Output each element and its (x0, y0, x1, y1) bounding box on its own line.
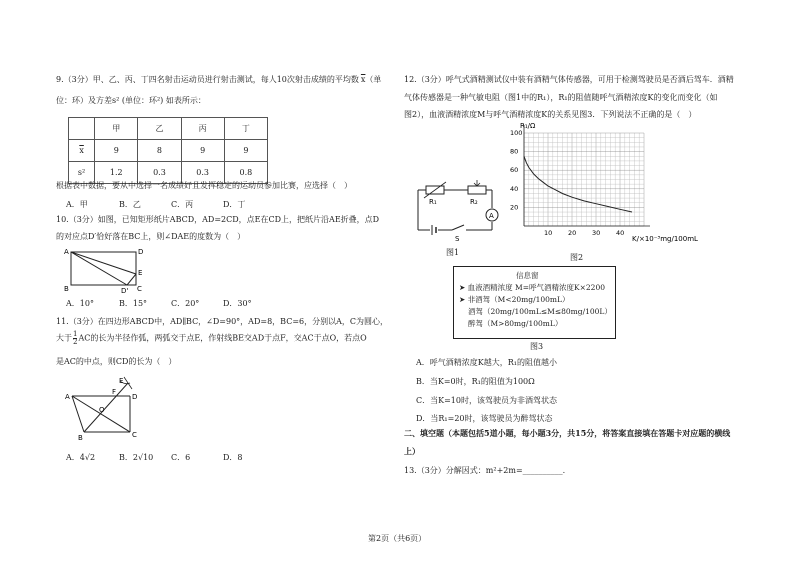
info-line3: 酒驾（20mg/100mL≤M≤80mg/100L） (468, 307, 612, 316)
q10-option-b[interactable]: B．15° (119, 299, 148, 308)
q11-label-c: C (132, 431, 137, 439)
q11-label-f: F (112, 388, 117, 396)
info-line4: 醉驾（M>80mg/100mL） (468, 319, 563, 328)
q11-fraction: $\frac{1}{2}$ (73, 330, 78, 346)
q11-label-b: B (78, 434, 83, 442)
q9-option-d[interactable]: D．丁 (223, 200, 246, 209)
q12-line2: 气体传感器是一种气敏电阻（图1中的R₁），R₁的阻值随呼气酒精浓度K的变化而变化（如 (404, 93, 718, 102)
q12-line3: 图2），血液酒精浓度M与呼气酒精浓度K的关系见图3．下列说法不正确的是（ ） (404, 110, 697, 119)
table-row: $\overline{x}$ 9 8 9 9 (69, 140, 268, 162)
chart-y-tick-label: 20 (510, 203, 519, 212)
chart-x-tick-label: 40 (616, 229, 625, 237)
q12-line1: 12.（3分）呼气式酒精测试仪中装有酒精气体传感器，可用于检测驾驶员是否酒后驾车．酒精 (404, 75, 734, 84)
q11-option-c[interactable]: C．6 (171, 453, 191, 462)
q10-label-b: B (64, 285, 69, 293)
circuit-label-switch: S (455, 235, 460, 242)
info-line2: ➤ 非酒驾（M<20mg/100mL） (459, 295, 570, 304)
q12-info-box (453, 266, 616, 339)
q9-option-b[interactable]: B．乙 (119, 200, 141, 209)
q11-label-e: E (119, 377, 124, 385)
q13-text: 13.（3分）分解因式：m²+2m=__________. (404, 466, 566, 475)
q11-line1: 11.（3分）在四边形ABCD中，AD∥BC，∠D=90°，AD=8，BC=6，分别以A，C为圆心， (56, 317, 389, 326)
chart-y-tick-label: 60 (510, 166, 519, 175)
table-row: 甲 乙 丙 丁 (69, 118, 268, 140)
q10-label-c: C (137, 285, 142, 293)
q11-line2: 大于 $\frac{1}{2}$ AC的长为半径作弧，两弧交于点E，作射线BE交AD于点F，交AC于点O，若点O (56, 330, 367, 346)
q12-option-d[interactable]: D．当R₁=20时，该驾驶员为醉驾状态 (416, 414, 553, 423)
q9-stats-table (68, 117, 268, 184)
section2-heading-line2: 上） (404, 446, 420, 456)
q11-option-b[interactable]: B．2√10 (119, 453, 154, 462)
fig2-caption: 图2 (570, 253, 584, 262)
q11-line3: 是AC的中点，则CD的长为（ ） (56, 357, 177, 366)
info-line1: ➤ 血液酒精浓度 M=呼气酒精浓度K×2200 (459, 283, 605, 292)
q12-option-b[interactable]: B．当K=0时，R₁的阻值为100Ω (416, 377, 535, 386)
q9-option-c[interactable]: C．丙 (171, 200, 194, 209)
q12-option-c[interactable]: C．当K=10时，该驾驶员为非酒驾状态 (416, 396, 557, 405)
chart-y-tick-label: 40 (510, 184, 519, 193)
q10-label-e: E (138, 269, 143, 277)
q9-line2: 位：环）及方差s² (单位：环²) 如表所示： (56, 96, 206, 105)
q11-label-o: O (99, 406, 105, 414)
chart-xlabel: K/×10⁻³mg/100mL (632, 235, 698, 243)
q12-circuit-figure (412, 172, 502, 242)
chart-x-tick-label: 30 (592, 229, 601, 237)
page-footer: 第2页（共6页） (368, 534, 427, 543)
chart-y-tick-label: 80 (510, 147, 519, 156)
chart-grid (524, 133, 644, 226)
q9-option-a[interactable]: A．甲 (66, 200, 88, 209)
circuit-label-r1: R₁ (429, 198, 437, 206)
q11-figure (62, 373, 152, 443)
chart-x-tick-label: 10 (544, 229, 553, 237)
q11-option-d[interactable]: D．8 (223, 453, 243, 462)
q10-label-a: A (64, 248, 69, 256)
circuit-label-r2: R₂ (470, 198, 478, 206)
chart-x-tick-label: 20 (568, 229, 577, 237)
table-row: s² 1.2 0.3 0.3 0.8 (69, 162, 268, 184)
chart-y-tick-label: 100 (510, 129, 523, 137)
q10-option-a[interactable]: A．10° (66, 299, 94, 308)
q9-line3: 根据表中数据，要从中选择一名成绩好且发挥稳定的运动员参加比赛，应选择（ ） (56, 181, 352, 190)
q10-label-d: D (138, 248, 144, 256)
q11-label-a: A (65, 393, 70, 401)
circuit-label-ammeter: A (489, 212, 494, 220)
q10-option-c[interactable]: C．20° (171, 299, 200, 308)
info-title: 信息窗 (516, 271, 539, 280)
fig3-caption: 图3 (530, 342, 544, 351)
chart-axes (510, 125, 650, 237)
q12-option-a[interactable]: A．呼气酒精浓度K越大，R₁的阻值越小 (416, 358, 557, 367)
q9-xbar: $\overline{x}$ (360, 75, 366, 84)
q10-figure (62, 245, 152, 295)
q10-line1: 10.（3分）如图，已知矩形纸片ABCD，AD=2CD，点E在CD上，把纸片沿AE折叠，点D (56, 215, 380, 224)
q11-option-a[interactable]: A．4√2 (66, 453, 96, 462)
q10-label-d-prime: D' (121, 287, 129, 295)
fig1-caption: 图1 (446, 248, 460, 257)
q9-line1: 9.（3分）甲、乙、丙、丁四名射击运动员进行射击测试，每人10次射击成绩的平均数 $\overline{x}$（单 (56, 75, 382, 84)
section2-heading-line1: 二、填空题（本题包括5道小题，每小题3分，共15分，将答案直接填在答题卡对应题的横线 (404, 428, 731, 438)
q12-chart (498, 118, 710, 248)
q11-label-d: D (132, 393, 138, 401)
q10-option-d[interactable]: D．30° (223, 299, 252, 308)
chart-ylabel: R₁/Ω (520, 122, 536, 130)
q10-line2: 的对应点D′恰好落在BC上，则∠DAE的度数为（ ） (56, 232, 246, 241)
